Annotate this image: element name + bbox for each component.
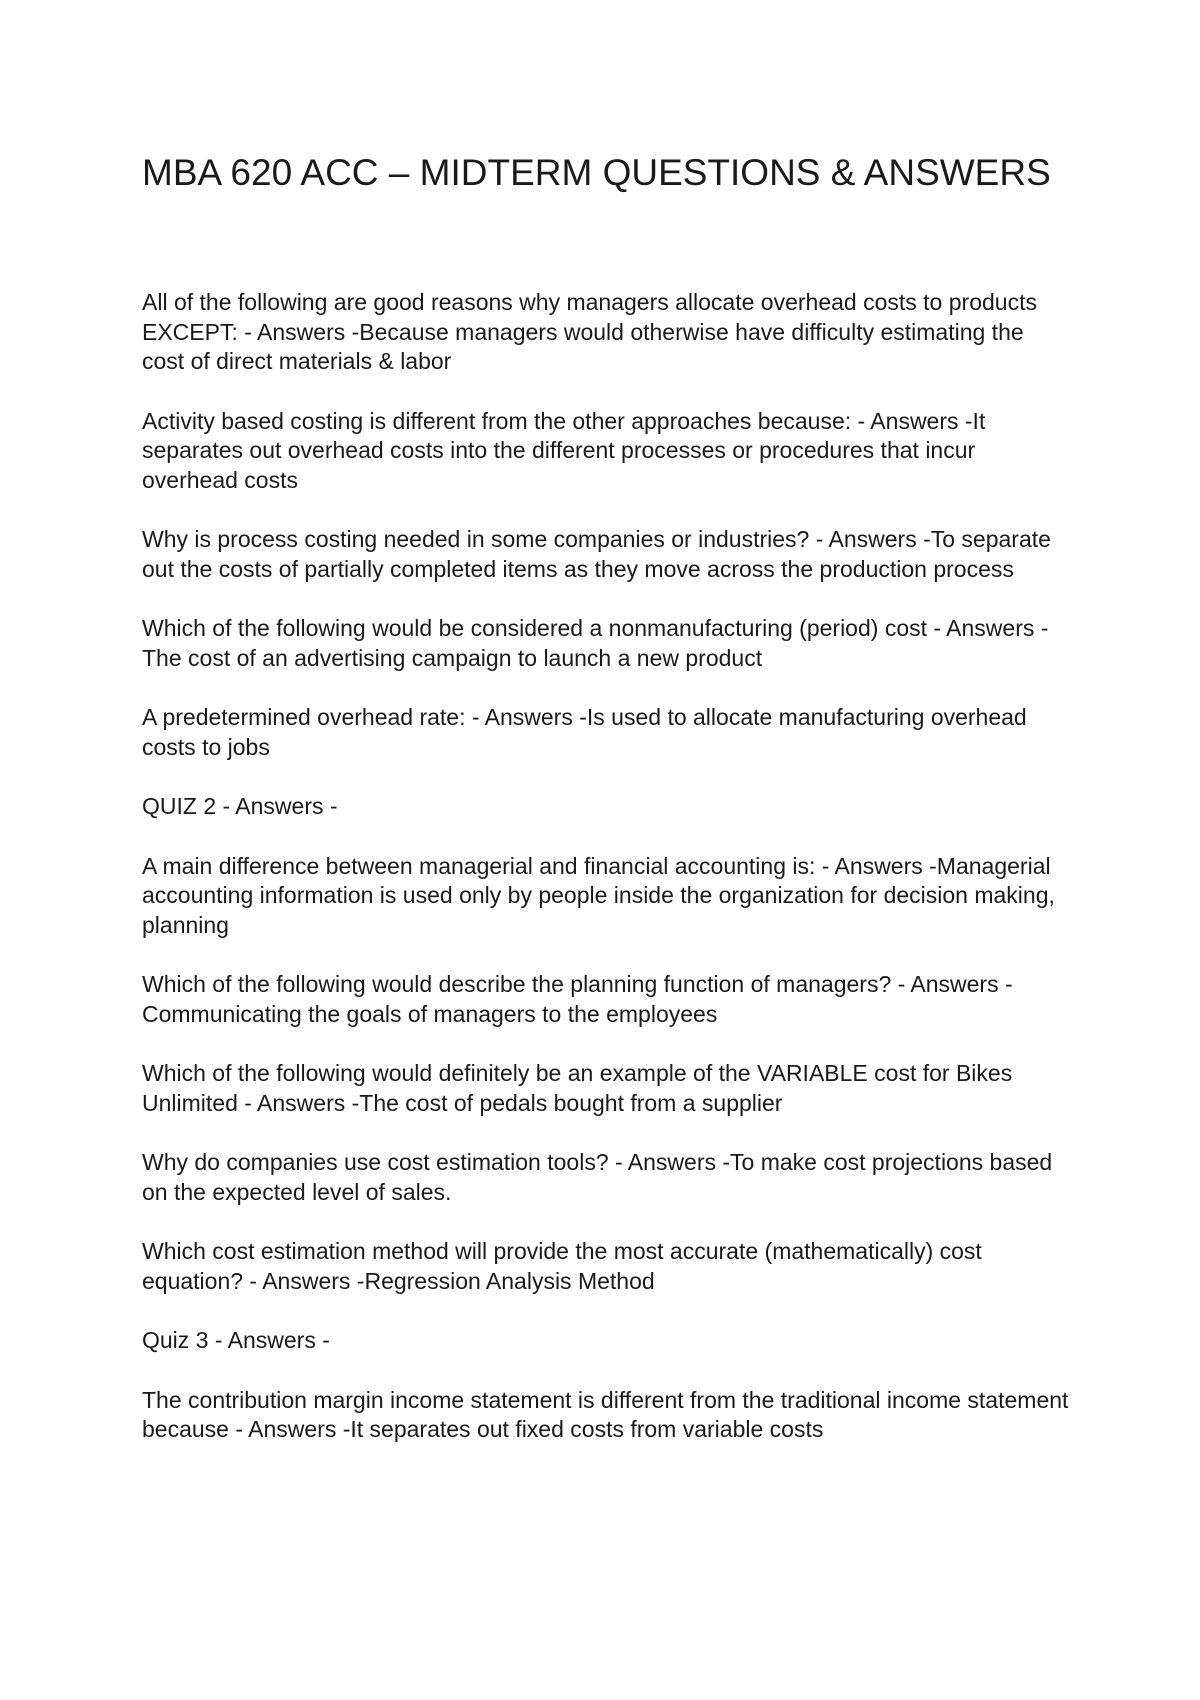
qa-item: Which cost estimation method will provide the most accurate (mathematically) cost equation? - Answers -Regression Analysis Method	[142, 1238, 982, 1294]
qa-item: Which of the following would definitely be an example of the VARIABLE cost for Bikes Unlimited - Answers -The cost of pedals bought from a supplier	[142, 1060, 1013, 1116]
qa-item: A predetermined overhead rate: - Answers -Is used to allocate manufacturing overhead costs to jobs	[142, 704, 1027, 760]
section-heading-quiz-2: QUIZ 2 - Answers -	[142, 793, 338, 819]
document-title: MBA 620 ACC – MIDTERM QUESTIONS & ANSWERS	[142, 152, 1051, 193]
qa-item: Which of the following would be considered a nonmanufacturing (period) cost - Answers -The cost of an advertising campaign to launch a new product	[142, 615, 1049, 671]
section-heading-quiz-3: Quiz 3 - Answers -	[142, 1327, 330, 1353]
qa-item: Why is process costing needed in some companies or industries? - Answers -To separate out the costs of partially completed items as they move across the production process	[142, 526, 1051, 582]
qa-item: Activity based costing is different from the other approaches because: - Answers -It separates out overhead costs into the different processes or procedures that incur overhead costs	[142, 407, 986, 493]
qa-item: The contribution margin income statement is different from the traditional income statement because - Answers -It separates out fixed costs from variable costs	[142, 1386, 1069, 1442]
qa-item: All of the following are good reasons why managers allocate overhead costs to products EXCEPT: - Answers -Because managers would otherwise have difficulty estimating the cost of direct materials & labor	[142, 289, 1037, 374]
qa-item: Why do companies use cost estimation tools? - Answers -To make cost projections based on the expected level of sales.	[142, 1149, 1053, 1205]
qa-list	[142, 288, 1072, 1475]
qa-item: Which of the following would describe the planning function of managers? - Answers -Communicating the goals of managers to the employees	[142, 971, 1013, 1027]
qa-item: A main difference between managerial and financial accounting is: - Answers -Managerial accounting information is used only by people inside the organization for decision making, planning	[142, 852, 1055, 938]
